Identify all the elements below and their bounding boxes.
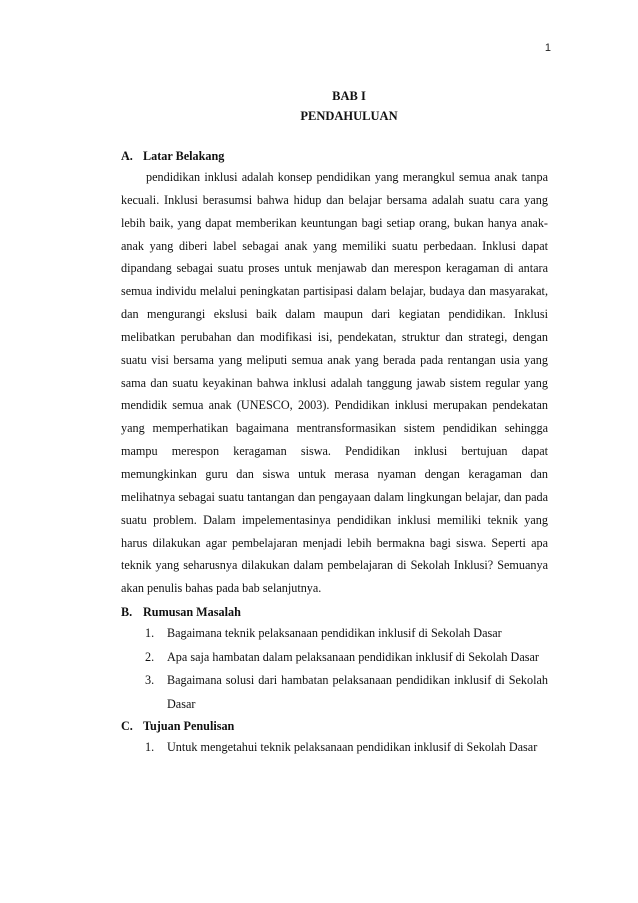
document-body [121,146,548,760]
section-marker: C. [121,719,133,734]
list-number: 3. [145,673,155,688]
list-item-text: Bagaimana solusi dari hambatan pelaksanaan pendidikan inklusif di Sekolah Dasar [167,673,548,711]
list-item-text: Untuk mengetahui teknik pelaksanaan pendidikan inklusif di Sekolah Dasar [167,740,538,755]
list-number: 1. [145,740,155,755]
section-marker: B. [121,605,133,620]
list-item [121,646,548,670]
problem-list [121,622,548,716]
list-item-text: Apa saja hambatan dalam pelaksanaan pendidikan inklusif di Sekolah Dasar [167,649,539,664]
section-title: Latar Belakang [143,149,225,163]
list-item [121,622,548,646]
section-title: Rumusan Masalah [143,605,241,620]
list-number: 2. [145,649,155,664]
background-paragraph: pendidikan inklusi adalah konsep pendidikan yang merangkul semua anak tanpa kecuali. Inklusi berasumsi bahwa hidup dan belajar bersama adalah suatu cara yang lebih baik, yang dapat memberikan keuntungan bagi setiap orang, bukan hanya anak-anak yang diberi label sebagai anak yang memiliki suatu perbedaan. Inklusi dapat dipandang sebagai suatu proses untuk menjawab dan merespon keragaman di antara semua individu melalui peningkatan partisipasi dalam belajar, budaya dan masyarakat, dan mengurangi ekslusi baik dalam maupun dari kegiatan pendidikan. Inklusi melibatkan perubahan dan modifikasi isi, pendekatan, struktur dan strategi, dengan suatu visi bersama yang meliputi semua anak yang berada pada rentangan usia yang sama dan suatu keyakinan bahwa inklusi adalah tanggung jawab sistem regular yang mendidik semua anak (UNESCO, 2003). Pendidikan inklusi merupakan pendekatan yang memperhatikan bagaimana mentransformasikan sistem pendidikan sehingga mampu merespon keragaman siswa. Pendidikan inklusi bertujuan dapat memungkinkan guru dan siswa untuk merasa nyaman dengan keragaman dan melihatnya sebagai suatu tantangan dan pengayaan dalam lingkungan belajar, dan pada suatu problem. Dalam impelementasinya pendidikan inklusi memiliki teknik yang harus dilakukan agar pembelajaran menjadi lebih bermakna bagi siswa. Seperti apa teknik yang seharusnya dilakukan dalam pembelajaran di Sekolah Inklusi? Semuanya akan penulis bahas pada bab selanjutnya. [121,170,548,596]
section-title: Tujuan Penulisan [143,719,235,734]
list-item [121,669,548,716]
section-marker: A. [121,149,133,163]
page-number: 1 [544,42,551,54]
list-item [121,736,548,760]
section-heading-latar-belakang [121,146,548,166]
list-number: 1. [145,626,155,641]
chapter-title: PENDAHULUAN [300,109,398,123]
objective-list [121,736,548,760]
chapter-label: BAB I [332,89,366,103]
section-heading-rumusan-masalah [121,602,548,622]
section-heading-tujuan-penulisan [121,716,548,736]
list-item-text: Bagaimana teknik pelaksanaan pendidikan inklusif di Sekolah Dasar [167,626,502,641]
